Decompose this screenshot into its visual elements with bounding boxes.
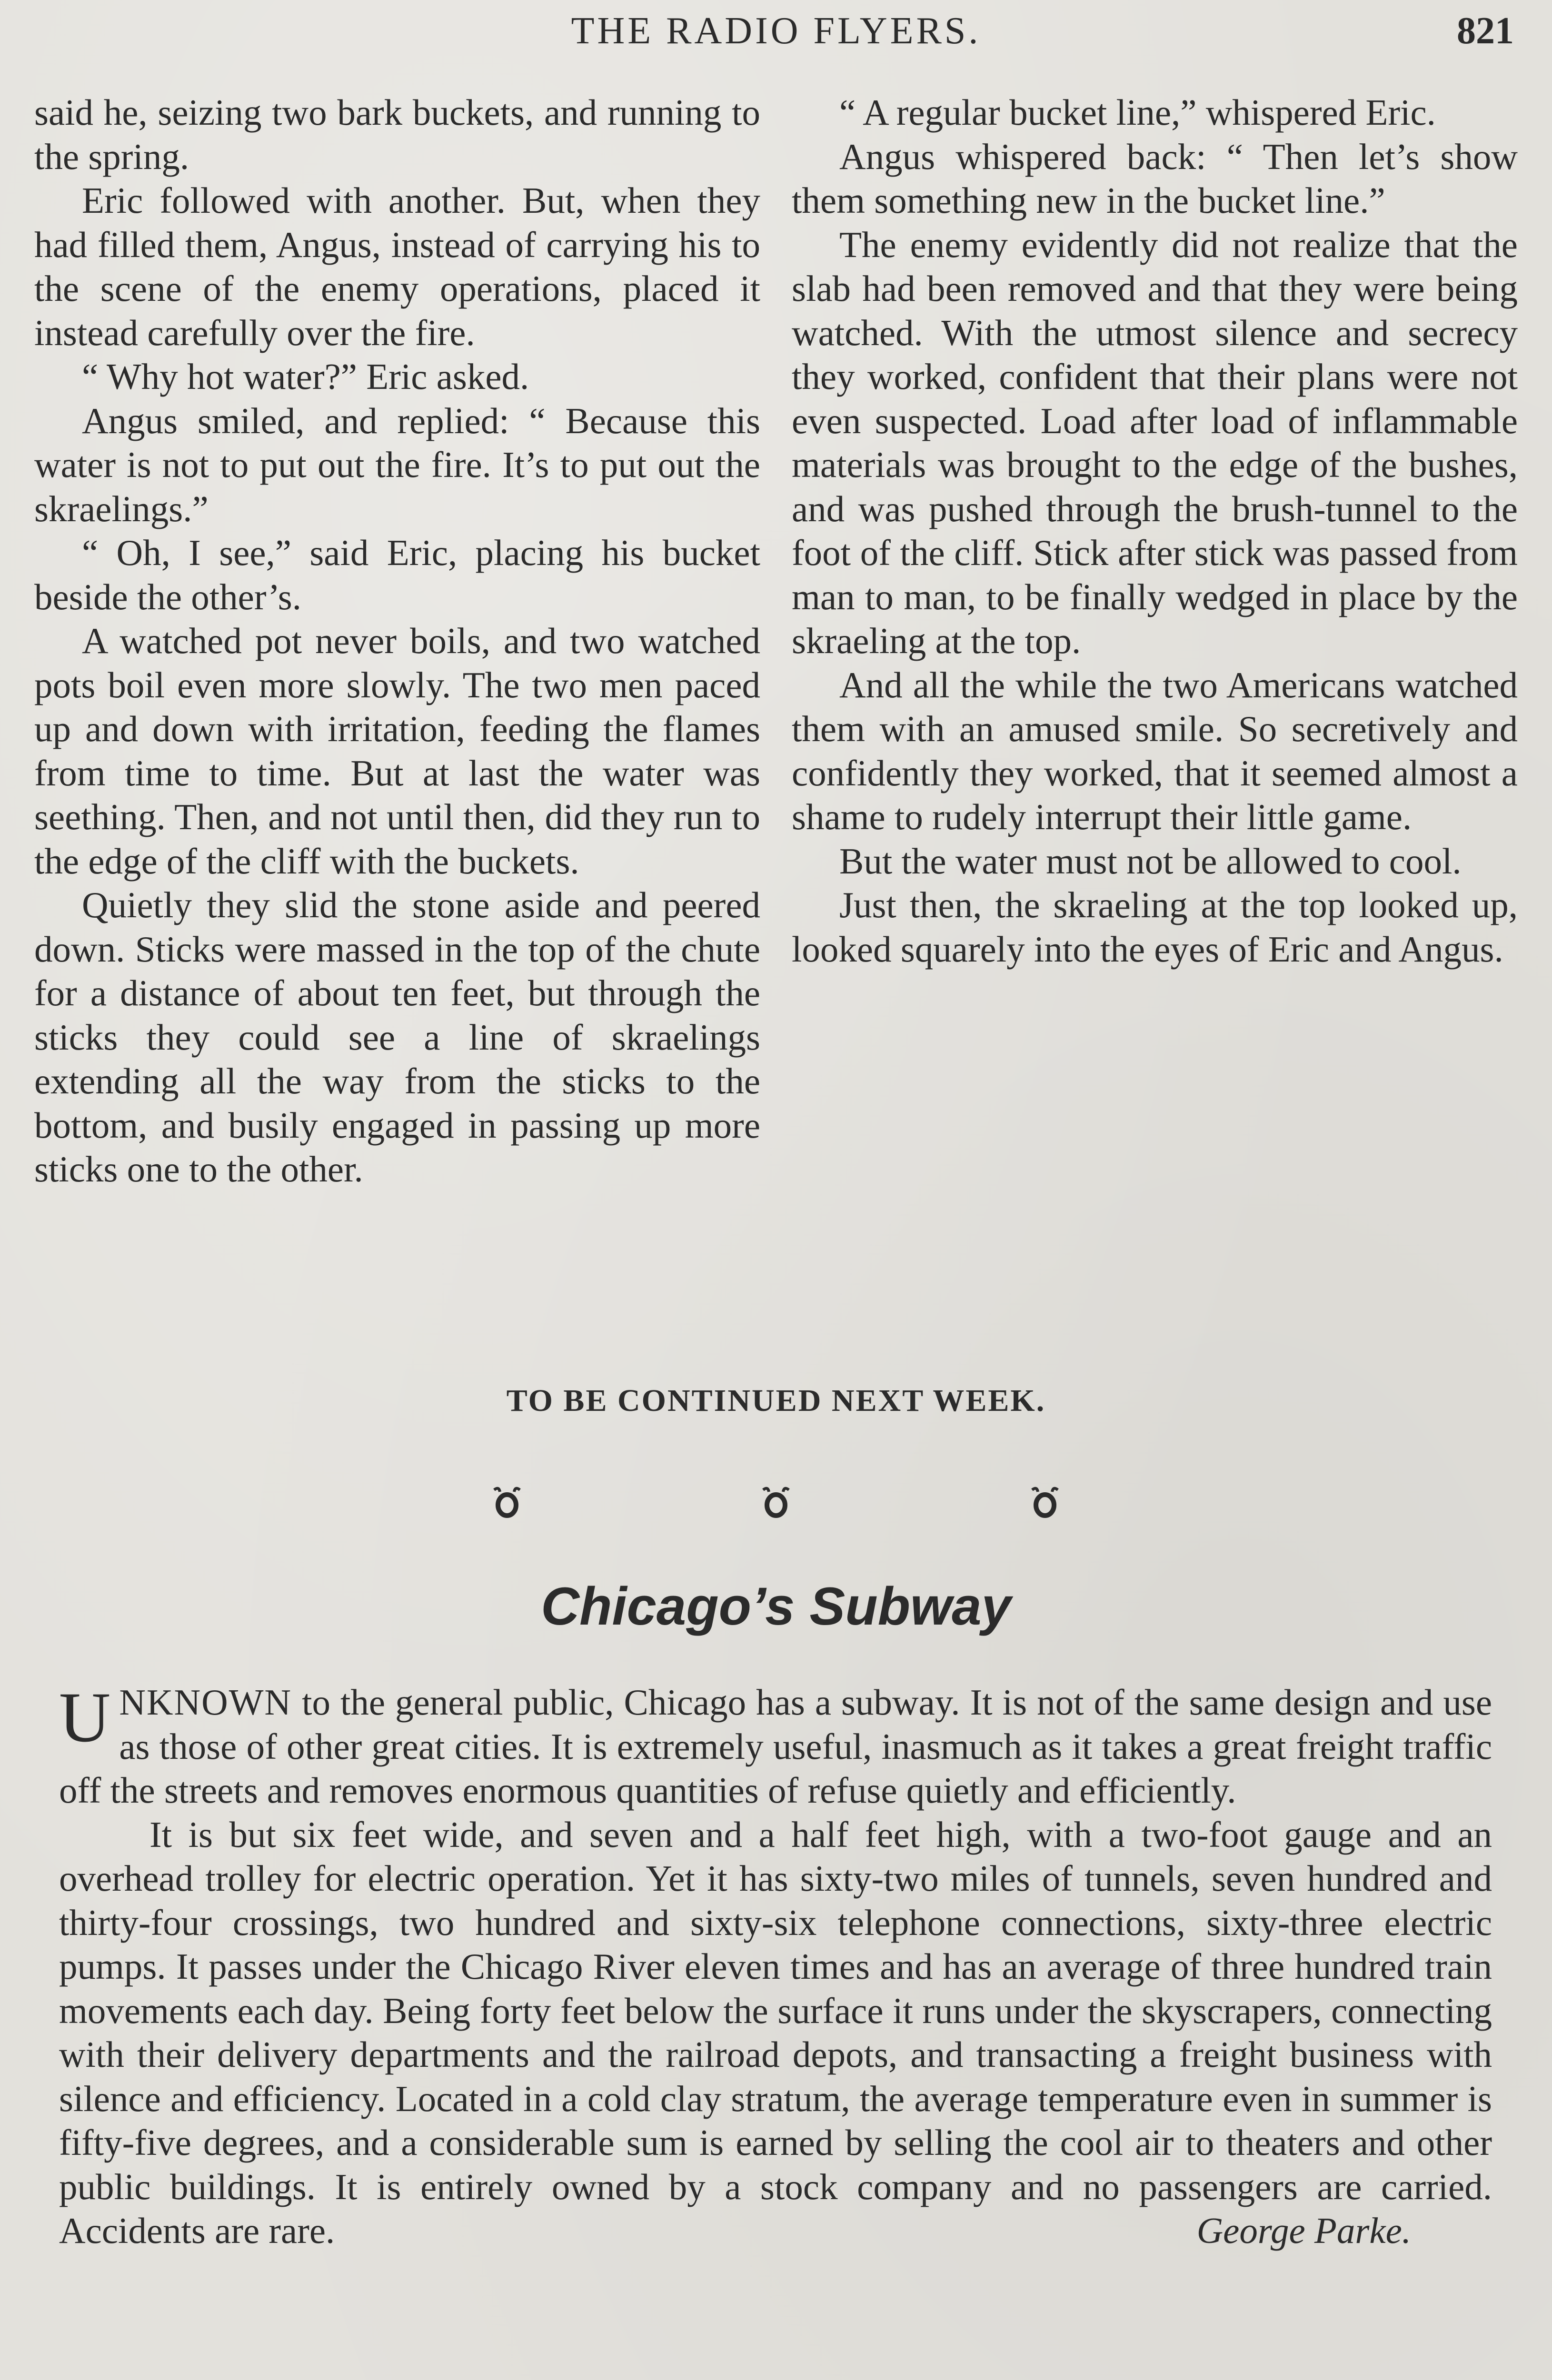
right-paragraph-2: Angus whispered back: “ Then let’s show them something new in the bucket line.” <box>792 136 1518 221</box>
ring-ornament-icon <box>759 1485 793 1518</box>
ring-ornament-icon <box>490 1485 524 1518</box>
right-paragraph-3: The enemy evidently did not realize that the slab had been removed and that they were being watched. With the utmost silence and secrecy they worked, confident that their plans were not even suspected. Load after load of inflammable materials was brought to the edge of the bushes, and was pushed through the brush-tunnel to the foot of the cliff. Stick after stick was passed from man to man, to be finally wedged in place by the skraeling at the top. <box>792 224 1518 661</box>
article-paragraph-2 <box>59 1813 1492 2253</box>
left-column <box>34 90 760 1371</box>
article-paragraph-1-text: to the general public, Chicago has a subway. It is not of the same design and use as those of other great cities. It is extremely useful, inasmuch as it takes a great freight traffic off the streets and removes enormous quantities of refuse quietly and efficiently. <box>59 1682 1492 1811</box>
right-paragraph-1: “ A regular bucket line,” whispered Eric. <box>839 92 1436 133</box>
article-paragraph-1 <box>59 1680 1492 1813</box>
right-paragraph-5: But the water must not be allowed to cool. <box>839 840 1462 882</box>
first-word: NKNOWN <box>119 1682 292 1723</box>
story-columns <box>34 90 1518 1371</box>
running-title: THE RADIO FLYERS. <box>571 10 981 52</box>
left-paragraph-4: Angus smiled, and replied: “ Because this water is not to put out the fire. It’s to put out the skraelings.” <box>34 400 760 529</box>
ring-ornament-icon <box>1028 1485 1062 1518</box>
page-number: 821 <box>1457 10 1514 52</box>
right-paragraph-4: And all the while the two Americans watched them with an amused smile. So secretively and confidently they worked, that it seemed almost a shame to rudely interrupt their little game. <box>792 664 1518 837</box>
section-ornaments <box>476 1485 1076 1523</box>
left-paragraph-3: “ Why hot water?” Eric asked. <box>82 356 529 397</box>
drop-cap: U <box>59 1678 111 1757</box>
byline: George Parke. <box>1196 2210 1411 2251</box>
right-column <box>792 90 1518 1371</box>
left-paragraph-7: Quietly they slid the stone aside and peered down. Sticks were massed in the top of the chute for a distance of about ten feet, but through the sticks they could see a line of skraelings extending all the way from the sticks to the bottom, and busily engaged in passing up more sticks one to the other. <box>34 884 760 1190</box>
left-paragraph-6: A watched pot never boils, and two watched pots boil even more slowly. The two men paced up and down with irritation, feeding the flames from time to time. But at last the water was seething. Then, and not until then, did they run to the edge of the cliff with the buckets. <box>34 620 760 882</box>
left-paragraph-1: said he, seizing two bark buckets, and running to the spring. <box>34 92 760 177</box>
article-title: Chicago’s Subway <box>541 1577 1011 1636</box>
left-paragraph-5: “ Oh, I see,” said Eric, placing his bucket beside the other’s. <box>34 532 760 617</box>
article-paragraph-2-text: It is but six feet wide, and seven and a half feet high, with a two-foot gauge and an overhead trolley for electric operation. Yet it has sixty-two miles of tunnels, seven hundred and thirty-four crossings, two hundred and sixty-six telephone connections, sixty-three electric pumps. It passes under the Chicago River eleven times and has an average of three hundred train movements each day. Being forty feet below the surface it runs under the skyscrapers, connecting with their delivery departments and the railroad depots, and transacting a freight business with silence and efficiency. Located in a cold clay stratum, the average temperature even in summer is fifty-five degrees, and a considerable sum is earned by selling the cool air to theaters and other public buildings. It is entirely owned by a stock company and no passengers are carried. Accidents are rare. <box>59 1814 1492 2251</box>
left-paragraph-2: Eric followed with another. But, when they had filled them, Angus, instead of carrying his to the scene of the enemy operations, placed it instead carefully over the fire. <box>34 180 760 353</box>
article-body <box>59 1680 1492 2253</box>
continued-notice: TO BE CONTINUED NEXT WEEK. <box>506 1383 1046 1418</box>
page-header <box>38 10 1514 62</box>
right-paragraph-6: Just then, the skraeling at the top looked up, looked squarely into the eyes of Eric and Angus. <box>792 884 1518 970</box>
